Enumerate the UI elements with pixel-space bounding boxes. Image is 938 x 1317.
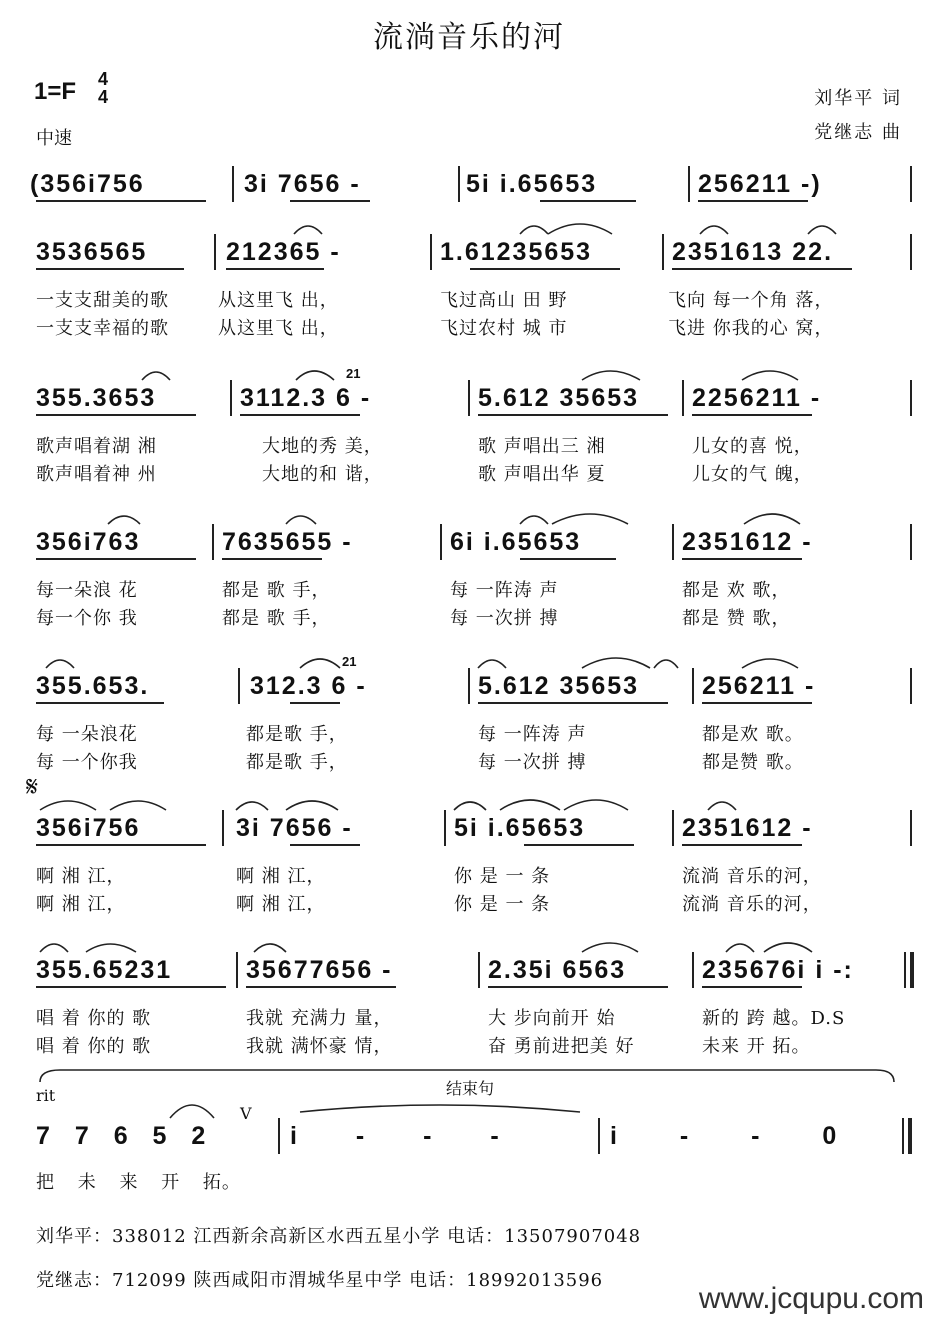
lyric: 每一个你 我	[36, 608, 138, 629]
lyric: 儿女的气 魄，	[692, 464, 813, 485]
lyric: 啊 湘 江，	[36, 866, 126, 887]
lyric: 飞过高山 田 野	[440, 290, 568, 311]
lyric: 每 一次拼 搏	[450, 608, 559, 629]
lyric: 歌声唱着湖 湘	[36, 436, 157, 457]
measure: i - - 0	[610, 1122, 839, 1150]
segno-sign: 𝄋	[26, 770, 39, 803]
composer-credit: 党继志 曲	[814, 122, 902, 143]
lyric: 从这里飞 出，	[218, 290, 339, 311]
lyric: 每 一朵浪花	[36, 724, 138, 745]
page-title: 流淌音乐的河	[373, 20, 565, 55]
lyric: 都是 赞 歌，	[682, 608, 791, 629]
grace-notes: 21	[346, 366, 361, 381]
lyric: 新的 跨 越。D.S	[702, 1008, 846, 1029]
lyric: 歌声唱着神 州	[36, 464, 157, 485]
tempo-marking: 中速	[36, 128, 72, 149]
lyric: 都是歌 手，	[246, 752, 348, 773]
measure: 356i763	[36, 528, 141, 556]
lyric: 啊 湘 江，	[36, 894, 126, 915]
measure: 256211 -	[702, 672, 816, 700]
lyric: 大地的和 谐，	[262, 464, 383, 485]
lyric: 飞向 每一个角 落，	[668, 290, 834, 311]
lyric: 每 一次拼 搏	[478, 752, 587, 773]
measure: i - - -	[290, 1122, 501, 1150]
grace-notes: 21	[342, 654, 357, 669]
lyric: 每 一阵涛 声	[450, 580, 559, 601]
key-signature: 1=F	[34, 78, 77, 105]
lyric: 一支支甜美的歌	[36, 290, 169, 311]
lyric: 每 一个你我	[36, 752, 138, 773]
measure: 212365 -	[226, 238, 341, 266]
lyric: 儿女的喜 悦，	[692, 436, 813, 457]
measure: 5.612 35653	[478, 672, 640, 700]
measure: 35677656 -	[246, 956, 393, 984]
measure: 356i756	[36, 814, 141, 842]
measure: 2351612 -	[682, 814, 813, 842]
lyric: 歌 声唱出华 夏	[478, 464, 606, 485]
lyric: 唱 着 你的 歌	[36, 1008, 152, 1029]
lyric: 飞进 你我的心 窝，	[668, 318, 834, 339]
measure: 5.612 35653	[478, 384, 640, 412]
lyric: 未来 开 拓。	[702, 1036, 811, 1057]
measure: 2351613 22.	[672, 238, 834, 266]
lyric: 都是 歌 手，	[222, 608, 331, 629]
lyric: 飞过农村 城 市	[440, 318, 568, 339]
lyric: 一支支幸福的歌	[36, 318, 169, 339]
lyric: 把 未 来 开 拓。	[36, 1172, 241, 1193]
breath-mark: V	[240, 1104, 252, 1123]
contact-line-composer: 党继志：712099 陕西咸阳市渭城华星中学 电话：18992013596	[36, 1270, 604, 1291]
lyric: 大 步向前开 始	[488, 1008, 616, 1029]
lyric: 都是欢 歌。	[702, 724, 804, 745]
lyric: 你 是 一 条	[454, 894, 551, 915]
measure: 2256211 -	[692, 384, 822, 412]
time-top: 4	[98, 69, 109, 89]
measure: 355.65231	[36, 956, 173, 984]
site-watermark: www.jcqupu.com	[698, 1282, 924, 1315]
lyric: 啊 湘 江，	[236, 894, 326, 915]
coda-label: 结束句	[446, 1079, 495, 1098]
lyric: 都是歌 手，	[246, 724, 348, 745]
contact-line-lyricist: 刘华平：338012 江西新余高新区水西五星小学 电话：13507907048	[36, 1226, 642, 1247]
measure: 3112.3 6 -	[240, 384, 372, 412]
lyric: 流淌 音乐的河，	[682, 894, 822, 915]
lyric: 流淌 音乐的河，	[682, 866, 822, 887]
lyric: 唱 着 你的 歌	[36, 1036, 152, 1057]
lyric: 每一朵浪 花	[36, 580, 138, 601]
lyric: 从这里飞 出，	[218, 318, 339, 339]
time-bottom: 4	[98, 87, 109, 107]
measure: 256211 -)	[698, 170, 822, 198]
measure: 7 7 6 5 2	[36, 1122, 208, 1150]
lyric: 我就 满怀豪 情，	[246, 1036, 393, 1057]
lyric: 歌 声唱出三 湘	[478, 436, 606, 457]
measure: 5i i.65653	[466, 170, 598, 198]
measure: (356i756	[30, 170, 145, 198]
lyric: 都是赞 歌。	[702, 752, 804, 773]
measure: 355.3653	[36, 384, 157, 412]
measure: 3i 7656 -	[236, 814, 353, 842]
measure: 1.61235653	[440, 238, 593, 266]
lyric: 都是 欢 歌，	[682, 580, 791, 601]
rit-marking: rit	[36, 1086, 56, 1105]
lyric: 奋 勇前进把美 好	[488, 1036, 635, 1057]
lyric: 大地的秀 美，	[262, 436, 383, 457]
measure: 235676i i -:	[702, 956, 854, 984]
measure: 2351612 -	[682, 528, 813, 556]
measure: 312.3 6 -	[250, 672, 367, 700]
lyric: 每 一阵涛 声	[478, 724, 587, 745]
measure: 355.653.	[36, 672, 150, 700]
measure: 3i 7656 -	[244, 170, 361, 198]
measure: 3536565	[36, 238, 148, 266]
measure: 5i i.65653	[454, 814, 586, 842]
measure: 6i i.65653	[450, 528, 582, 556]
lyric: 你 是 一 条	[454, 866, 551, 887]
lyricist-credit: 刘华平 词	[814, 88, 902, 109]
lyric: 我就 充满力 量，	[246, 1008, 393, 1029]
lyric: 都是 歌 手，	[222, 580, 331, 601]
lyric: 啊 湘 江，	[236, 866, 326, 887]
measure: 2.35i 6563	[488, 956, 627, 984]
measure: 7635655 -	[222, 528, 353, 556]
